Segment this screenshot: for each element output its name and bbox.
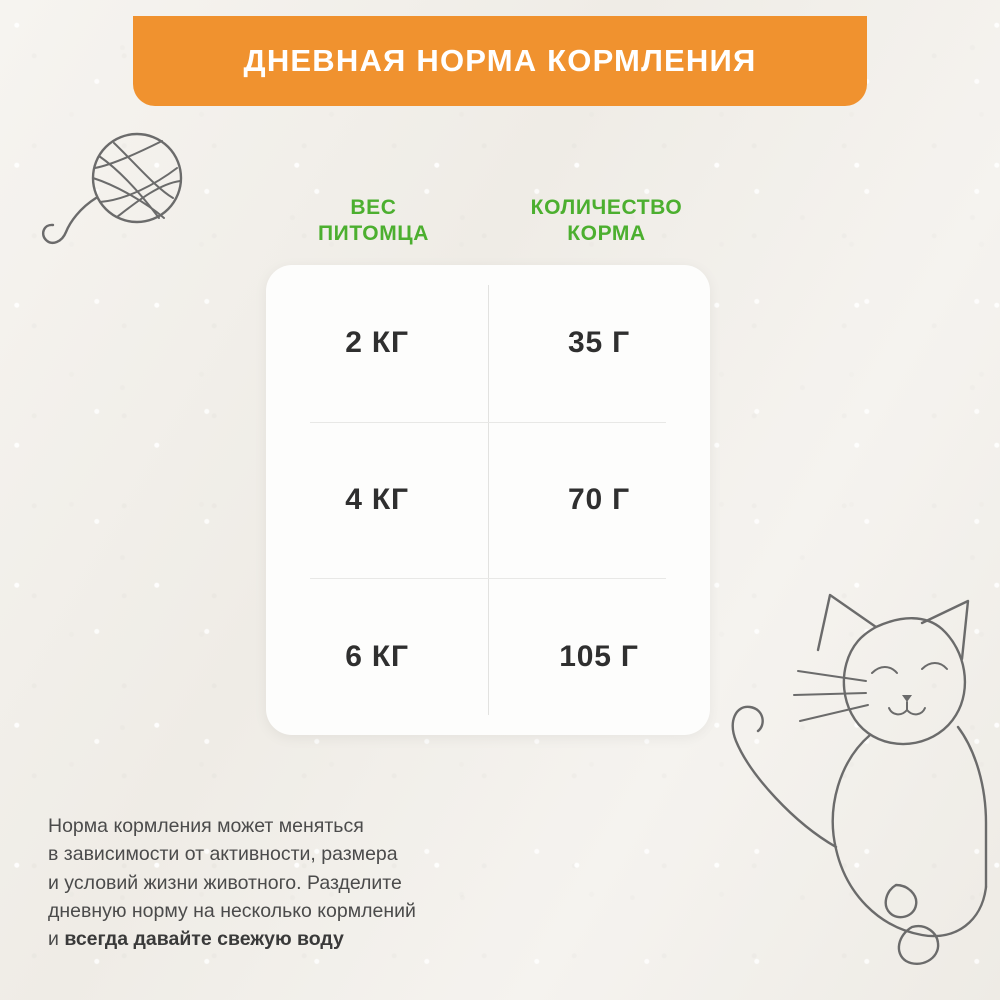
column-header-weight-line2: ПИТОМЦА: [317, 222, 430, 246]
note-line-2: в зависимости от активности, размера: [48, 843, 398, 866]
note-line-5-prefix: и: [48, 928, 65, 951]
table-row: [266, 578, 710, 735]
feeding-table: [266, 265, 710, 735]
table-column-headers: [270, 195, 710, 248]
table-row: [266, 422, 710, 579]
cell-weight: 4 КГ: [345, 483, 409, 516]
column-header-amount-line1: КОЛИЧЕСТВО: [530, 196, 683, 219]
column-header-weight-line1: ВЕС: [350, 196, 397, 219]
column-header-amount: [495, 195, 710, 248]
cell-amount: 105 Г: [559, 639, 639, 673]
column-header-weight: [270, 195, 495, 248]
feeding-note: [48, 812, 588, 953]
table-body: [266, 265, 710, 735]
cell-amount: 35 Г: [568, 326, 630, 360]
note-line-5: [48, 925, 588, 953]
column-header-amount-line2: КОРМА: [567, 222, 646, 246]
cell-weight: 6 КГ: [345, 639, 409, 673]
cell-amount: 70 Г: [568, 483, 630, 516]
cat-illustration-icon: [690, 555, 990, 985]
note-line-5-strong: всегда давайте свежую воду: [64, 928, 344, 951]
header-banner: [133, 16, 867, 106]
page-title: ДНЕВНАЯ НОРМА КОРМЛЕНИЯ: [243, 43, 757, 78]
note-line-4: дневную норму на несколько кормлений: [48, 899, 416, 922]
cell-weight: 2 КГ: [345, 326, 409, 360]
yarn-ball-icon: [22, 126, 202, 261]
note-line-1: Норма кормления может меняться: [48, 815, 364, 837]
table-row: [266, 265, 710, 422]
note-line-3: и условий жизни животного. Разделите: [48, 871, 402, 894]
